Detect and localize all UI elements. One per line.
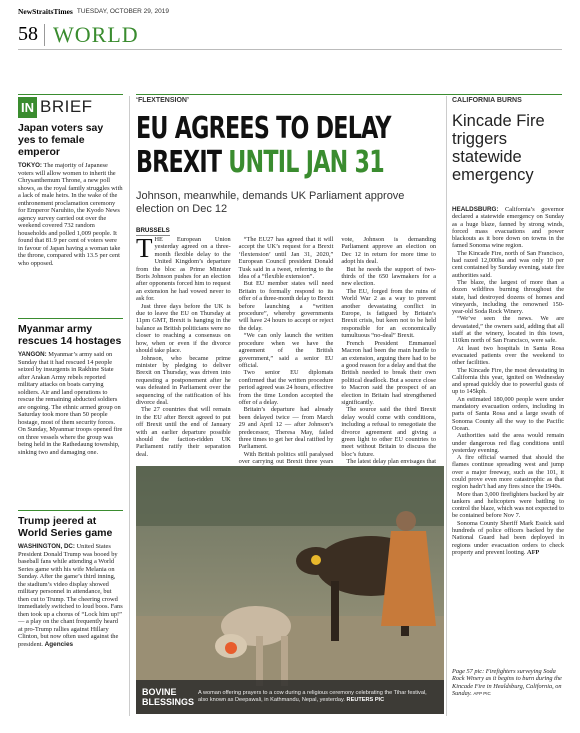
article-paragraph: With British politics still paralysed over carrying out Brexit three years [238,450,334,466]
in-brief-word: BRIEF [40,97,93,116]
main-dateline: BRUSSELS [136,227,170,234]
right-kicker: CALIFORNIA BURNS [452,97,522,104]
main-article [136,233,437,466]
article-paragraph: “The EU27 has agreed that it will accept the UK’s request for a Brexit ‘flextension’ until Jan 31, 2020,” European Council president Donald Tusk said in a tweet, referring to the idea of a “flexible extension”. [238,236,334,281]
article-paragraph: Johnson, who became prime minister by pledging to deliver Brexit on Thursday, was driven into requesting a postponement after he was defeated in Parliament over the sequencing of the ratification of his divorce deal. [136,354,231,406]
brief-body [18,162,123,267]
photo-illustration [136,466,444,714]
headline-line-1: EU AGREES TO DELAY [136,111,391,146]
in-brief-header [18,96,123,118]
brief-trump [18,510,123,648]
brief-headline: Myanmar army rescues 14 hostages [18,323,122,347]
brief-headline: Japan voters say yes to female emperor [18,122,104,158]
photo-caption-text: A woman offering prayers to a cow during a religious ceremony celebrating the Tihar festival, also known as Deepawali, in Kathmandu, Nepal, yesterday. [198,690,427,703]
right-credit: AFP [527,548,540,556]
brief-dateline: YANGON: [18,351,47,358]
article-paragraph: Britain’s departure had already been delayed twice — from March 29 and April 12 — after Johnson’s predecessor, Theresa May, failed three times to get her deal ratified by Parliament. [238,406,334,451]
article-paragraph: The 27 countries that will remain in the EU after Brexit agreed to put off Brexit until the end of January with an earlier departure possible should the faction-ridden UK Parliament ratify their separation deal. [136,406,231,458]
article-paragraph: The source said the third Brexit delay would come with conditions, including a refusal to renegotiate the divorce agreement and giving a green light to other EU countries to meet without Britain to discuss the bloc’s future. [341,406,437,458]
headline-part-a: BREXIT [136,145,229,180]
issue-date: TUESDAY, OCTOBER 29, 2019 [76,7,169,15]
article-column-2 [238,236,334,466]
article-paragraph: Just three days before the UK is due to leave the EU on Thursday at 11pm GMT, Brexit is hanging in the balance as British politicians were no closer to reaching a consensus on how, when or even if the divorce should take place. [136,302,231,355]
brief-dateline: TOKYO: [18,162,42,169]
right-photo-caption-text: Page 57 pic: Firefighters surveying Soda Rock Winery as it begins to burn during the Kincade Fire in Healdsburg, California, on Sunday. [452,668,562,698]
photo-title: BOVINE BLESSINGS [142,687,195,707]
brief-japan [18,122,123,267]
article-paragraph: But he needs the support of two-thirds of the 650 lawmakers for a new election. [341,265,437,288]
article-paragraph: “We can only launch the written procedure when we have the agreement of the British government,” said a senior EU official. [238,332,334,369]
article-paragraph: The blaze, the largest of more than a dozen wildfires burning throughout the state, had destroyed dozens of homes and vineyards, including the renowned 150-year-old Soda Rock Winery. [452,278,564,316]
article-paragraph: At least two hospitals in Santa Rosa evacuated patients over the weekend to other facilities. [452,344,564,367]
photo-caption [198,690,444,704]
in-brief-tag: IN [18,97,37,118]
paper-name: NewStraitsTimes [18,6,73,16]
main-deck: Johnson, meanwhile, demands UK Parliament approve election on Dec 12 [136,190,405,215]
brief-text: United States President Donald Trump was booed by baseball fans while attending a World Series game with his wife Melania on Sunday. After the game’s third inning, the stadium’s video display showed military personnel in attendance, but then cut to Trump. The cheering crowd immediately switched to loud boos. Fans then took up a chorus of “Lock him up!” — a play on the chant frequently heard at pro-Trump rallies against Hillary Clinton, but now often used against the president. [18,543,123,648]
column-divider-right [446,96,447,716]
right-photo-credit: AFP PIC [473,691,491,697]
article-paragraph: The Kincade Fire, the most devastating in California this year, ignited on Wednesday and spread quickly due to powerful gusts of up to 145kph. [452,366,564,396]
article-column-1 [136,233,231,460]
right-photo-caption [452,668,564,698]
article-text: Sonoma County Sheriff Mark Essick said hundreds of police officers backed by the National Guard had been deployed in regions under evacuation orders to check property and prevent looting. [452,519,564,556]
column-divider-left [129,96,130,716]
article-paragraph: Authorities said the area would remain under dangerous red flag conditions until yesterday evening. [452,432,564,454]
headline-part-b: UNTIL JAN 31 [228,145,384,180]
article-text: California’s governor declared a statewide emergency on Sunday as a huge blaze, fanned by strong winds, forced mass evacuations and power blackouts as it bore down on towns in the famed Sonoma wine region. [452,206,564,250]
article-paragraph: “We’ve seen the news. We are devastated,” the owners said, adding that all staff at the winery, located in this town, 110km north of San Francisco, were safe. [452,315,564,345]
article-paragraph: But EU member states will need Britain to formally respond to its offer of a three-month delay to Brexit before launching a “written procedure”, whereby governments will have 24 hours to accept or reject the delay. [238,280,334,332]
article-paragraph: French President Emmanuel Macron had been the main hurdle to an extension, arguing there had to be a good reason for a delay and that the British needed to break their own political deadlock. But a source close to Macron said the prospect of an election in Britain had strengthened significantly. [341,339,437,406]
headline-line-2 [136,145,384,180]
brief-myanmar [18,318,123,456]
article-paragraph: The Kincade Fire, north of San Francisco, had razed 12,000ha and was only 10 per cent contained by Sunday evening, state fire authorities said. [452,249,564,279]
article-paragraph: An estimated 180,000 people were under mandatory evacuation orders, including in parts of Santa Rosa and a large swath of Sonoma County all the way to the Pacific Ocean. [452,395,564,432]
right-article [452,206,564,664]
right-dateline: HEALDSBURG: [452,206,499,213]
article-paragraph [452,206,564,250]
masthead [18,4,562,18]
section-name: WORLD [53,21,139,47]
article-paragraph [452,520,564,556]
left-top-rule [18,94,123,95]
news-photo [136,466,444,714]
article-paragraph: HE European Union yesterday agreed on a three-month flexible delay to the United Kingdom’s departure from the bloc as Prime Minister Boris Johnson pushes for an election after opponents forced him to request an extension he had vowed never to ask for. [136,236,231,303]
article-paragraph: A fire official warned that should the flames continue spreading west and jump over a major freeway, such as the 101, it could prove even more catastrophic as that region hadn’t had any fires since the 1940s. [452,454,564,491]
drop-cap: T [136,233,153,263]
main-kicker: ‘FLEXTENSION’ [136,97,189,104]
brief-body [18,543,123,648]
photo-caption-bar [136,680,444,714]
right-headline: Kincade Fire triggers statewide emergency [452,112,545,184]
brief-text: Myanmar’s army said on Sunday that it had rescued 14 people seized by insurgents in Rakhine State after Arakan Army rebels reported military attacks on boats carrying soldiers. Air and land operations to rescue the remaining abducted soldiers are ongoing. The ethnic armed group on Saturday took more than 50 people hostage, most of them security forces. On Sunday, Myanmar troops opened fire on three vessels where the group was being held in the Rathedaung township, sinking two and damaging one. [18,351,123,456]
brief-headline: Trump jeered at World Series game [18,515,113,539]
page-number: 58 [18,23,38,45]
main-top-rule [136,94,562,95]
article-paragraph: More than 3,000 firefighters backed by air tankers and helicopters were battling to control the blaze, which was not expected to be contained before Nov 7. [452,490,564,520]
article-paragraph: vote, Johnson is demanding Parliament approve an election on Dec 12 in return for more time to adopt his deal. [341,236,437,266]
brief-rule [18,318,123,319]
brief-credit: Agencies [44,640,74,648]
section-bar [18,20,562,50]
article-text: The latest delay plan envisages that [346,458,437,466]
article-paragraph: Two senior EU diplomats confirmed that the written procedure period agreed was 24 hours, effective from the time London accepted the offer of a delay. [238,369,334,406]
brief-body [18,351,123,456]
article-column-3 [341,236,437,466]
brief-dateline: WASHINGTON, DC: [18,543,75,550]
section-divider [44,24,45,46]
article-paragraph: The EU, forged from the ruins of World War 2 as a way to prevent another devastating conflict in Europe, is fatigued by Britain’s Brexit crisis, but keen not to be held responsible for an economically tumultuous “no-deal” Brexit. [341,287,437,340]
photo-credit: REUTERS PIC [346,697,385,703]
main-headline [136,111,391,180]
brief-text: The majority of Japanese voters will allow women to inherit the Chrysanthemum Throne, a new poll shows, as the royal family struggles with a lack of male heirs. In the wake of the enthronement proclamation ceremony for Emperor Naruhito, the Kyodo News agency survey carried out over the weekend covered 732 random households and polled 1,009 people. It found that 81.9 per cent of voters were in favour of Japan having a woman take the throne, compared with 13.5 per cent who opposed. [18,162,123,267]
brief-rule [18,510,123,511]
